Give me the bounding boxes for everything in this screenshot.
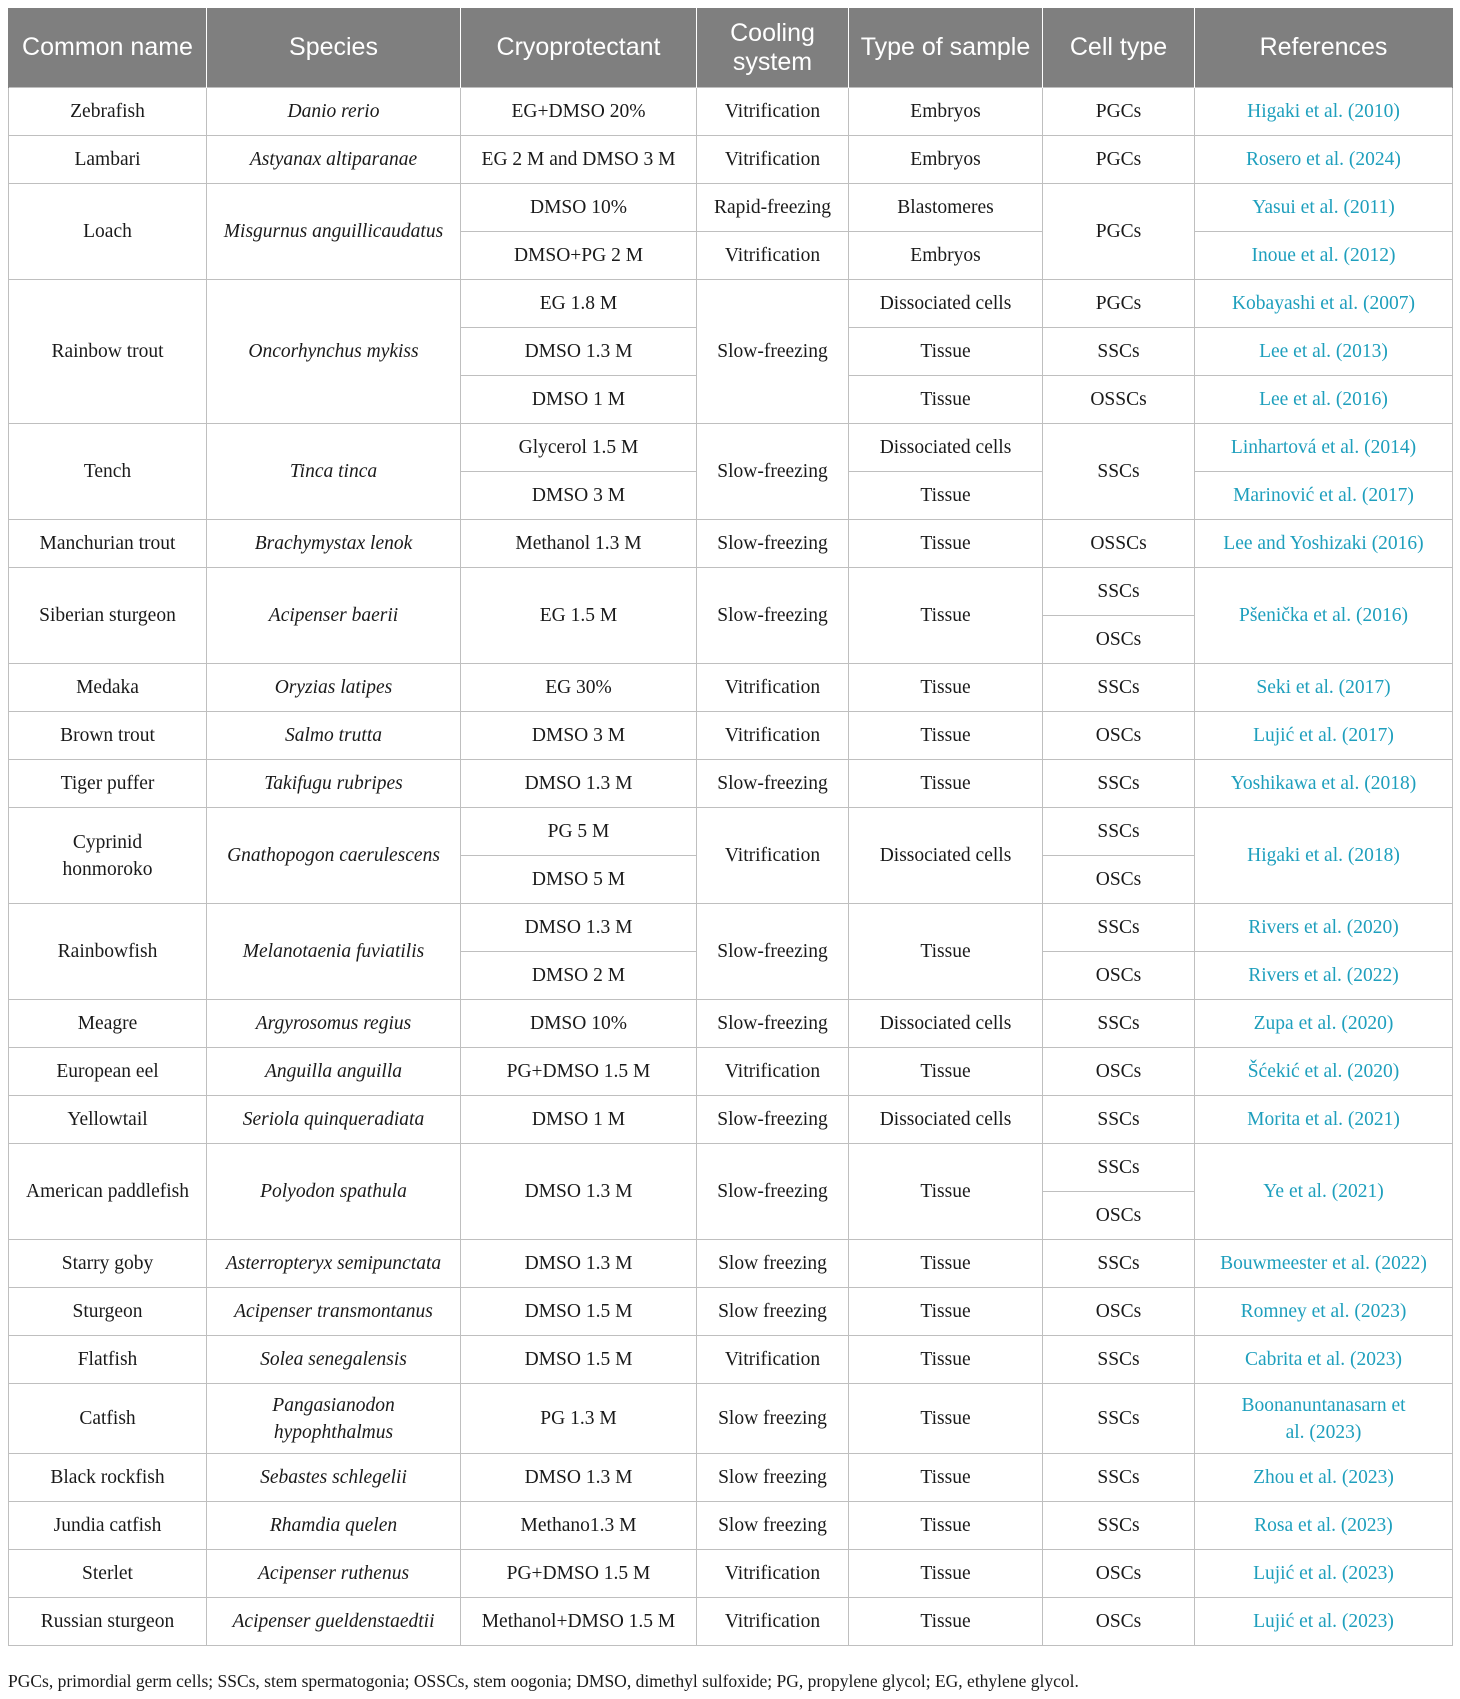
reference-link[interactable]: Yasui et al. (2011) bbox=[1195, 184, 1453, 232]
cryoprotectant-cell: DMSO 1.3 M bbox=[461, 760, 697, 808]
cryoprotectant-cell: DMSO 10% bbox=[461, 1000, 697, 1048]
cryoprotectant-cell: PG 1.3 M bbox=[461, 1384, 697, 1454]
reference-link[interactable]: Lee et al. (2013) bbox=[1195, 328, 1453, 376]
cell-type-cell: OSCs bbox=[1043, 856, 1195, 904]
cryoprotectant-cell: PG+DMSO 1.5 M bbox=[461, 1048, 697, 1096]
reference-link[interactable]: Lee et al. (2016) bbox=[1195, 376, 1453, 424]
cell-type-cell: SSCs bbox=[1043, 424, 1195, 520]
cell-type-cell: PGCs bbox=[1043, 88, 1195, 136]
cryoprotectant-cell: DMSO 1 M bbox=[461, 376, 697, 424]
cryoprotectant-cell: DMSO 10% bbox=[461, 184, 697, 232]
cooling-system-cell: Slow-freezing bbox=[697, 1000, 849, 1048]
cell-type-cell: SSCs bbox=[1043, 904, 1195, 952]
cryoprotectant-cell: DMSO+PG 2 M bbox=[461, 232, 697, 280]
common-name-cell: American paddlefish bbox=[9, 1144, 207, 1240]
sample-type-cell: Embryos bbox=[849, 88, 1043, 136]
species-cell: Anguilla anguilla bbox=[207, 1048, 461, 1096]
cooling-system-cell: Slow freezing bbox=[697, 1502, 849, 1550]
table-row bbox=[9, 424, 1453, 472]
common-name-cell: Meagre bbox=[9, 1000, 207, 1048]
common-name-cell: Flatfish bbox=[9, 1336, 207, 1384]
cell-type-cell: SSCs bbox=[1043, 1502, 1195, 1550]
cooling-system-cell: Slow-freezing bbox=[697, 904, 849, 1000]
cryoprotectant-cell: PG 5 M bbox=[461, 808, 697, 856]
sample-type-cell: Tissue bbox=[849, 1144, 1043, 1240]
sample-type-cell: Tissue bbox=[849, 1502, 1043, 1550]
cooling-system-cell: Vitrification bbox=[697, 1048, 849, 1096]
species-cell: Brachymystax lenok bbox=[207, 520, 461, 568]
species-cell: Sebastes schlegelii bbox=[207, 1454, 461, 1502]
reference-link[interactable]: Yoshikawa et al. (2018) bbox=[1195, 760, 1453, 808]
reference-link[interactable]: Lee and Yoshizaki (2016) bbox=[1195, 520, 1453, 568]
sample-type-cell: Embryos bbox=[849, 136, 1043, 184]
cell-type-cell: OSCs bbox=[1043, 1288, 1195, 1336]
common-name-cell: Cyprinid honmoroko bbox=[9, 808, 207, 904]
sample-type-cell: Tissue bbox=[849, 472, 1043, 520]
species-cell: Oryzias latipes bbox=[207, 664, 461, 712]
reference-link[interactable]: Lujić et al. (2023) bbox=[1195, 1598, 1453, 1646]
table-row bbox=[9, 184, 1453, 232]
reference-link[interactable]: Pšenička et al. (2016) bbox=[1195, 568, 1453, 664]
cell-type-cell: OSCs bbox=[1043, 616, 1195, 664]
sample-type-cell: Tissue bbox=[849, 568, 1043, 664]
reference-link[interactable]: Rosa et al. (2023) bbox=[1195, 1502, 1453, 1550]
cooling-system-cell: Vitrification bbox=[697, 1336, 849, 1384]
table-row bbox=[9, 280, 1453, 328]
sample-type-cell: Tissue bbox=[849, 328, 1043, 376]
sample-type-cell: Embryos bbox=[849, 232, 1043, 280]
species-cell: Seriola quinqueradiata bbox=[207, 1096, 461, 1144]
cryoprotectant-cell: Methano1.3 M bbox=[461, 1502, 697, 1550]
table-row bbox=[9, 808, 1453, 856]
reference-link[interactable]: Higaki et al. (2010) bbox=[1195, 88, 1453, 136]
cooling-system-cell: Slow-freezing bbox=[697, 760, 849, 808]
table-row bbox=[9, 1288, 1453, 1336]
reference-link[interactable]: Boonanuntanasarn et al. (2023) bbox=[1195, 1384, 1453, 1454]
cooling-system-cell: Vitrification bbox=[697, 232, 849, 280]
sample-type-cell: Tissue bbox=[849, 664, 1043, 712]
sample-type-cell: Tissue bbox=[849, 1240, 1043, 1288]
sample-type-cell: Tissue bbox=[849, 712, 1043, 760]
cell-type-cell: SSCs bbox=[1043, 664, 1195, 712]
table-row bbox=[9, 1550, 1453, 1598]
cryoprotectant-cell: DMSO 1.3 M bbox=[461, 328, 697, 376]
reference-link[interactable]: Marinović et al. (2017) bbox=[1195, 472, 1453, 520]
reference-link[interactable]: Inoue et al. (2012) bbox=[1195, 232, 1453, 280]
cell-type-cell: OSCs bbox=[1043, 1048, 1195, 1096]
table-row bbox=[9, 1384, 1453, 1454]
cell-type-cell: OSCs bbox=[1043, 712, 1195, 760]
sample-type-cell: Dissociated cells bbox=[849, 808, 1043, 904]
species-cell: Pangasianodon hypophthalmus bbox=[207, 1384, 461, 1454]
cell-type-cell: SSCs bbox=[1043, 1000, 1195, 1048]
table-row bbox=[9, 520, 1453, 568]
sample-type-cell: Tissue bbox=[849, 1336, 1043, 1384]
sample-type-cell: Dissociated cells bbox=[849, 1000, 1043, 1048]
species-cell: Takifugu rubripes bbox=[207, 760, 461, 808]
cryopreservation-table-container bbox=[8, 8, 1452, 1646]
reference-link[interactable]: Kobayashi et al. (2007) bbox=[1195, 280, 1453, 328]
species-cell: Polyodon spathula bbox=[207, 1144, 461, 1240]
sample-type-cell: Tissue bbox=[849, 520, 1043, 568]
cryoprotectant-cell: EG 2 M and DMSO 3 M bbox=[461, 136, 697, 184]
species-cell: Acipenser transmontanus bbox=[207, 1288, 461, 1336]
reference-link[interactable]: Rivers et al. (2020) bbox=[1195, 904, 1453, 952]
species-cell: Acipenser baerii bbox=[207, 568, 461, 664]
table-row bbox=[9, 568, 1453, 616]
table-row bbox=[9, 1502, 1453, 1550]
table-row bbox=[9, 88, 1453, 136]
table-row bbox=[9, 1454, 1453, 1502]
common-name-cell: Russian sturgeon bbox=[9, 1598, 207, 1646]
common-name-cell: Medaka bbox=[9, 664, 207, 712]
sample-type-cell: Dissociated cells bbox=[849, 1096, 1043, 1144]
sample-type-cell: Tissue bbox=[849, 1048, 1043, 1096]
cryoprotectant-cell: DMSO 1.3 M bbox=[461, 1144, 697, 1240]
reference-link[interactable]: Morita et al. (2021) bbox=[1195, 1096, 1453, 1144]
common-name-cell: Tench bbox=[9, 424, 207, 520]
species-cell: Danio rerio bbox=[207, 88, 461, 136]
cell-type-cell: SSCs bbox=[1043, 1384, 1195, 1454]
cell-type-cell: OSCs bbox=[1043, 1550, 1195, 1598]
cooling-system-cell: Vitrification bbox=[697, 808, 849, 904]
cell-type-cell: SSCs bbox=[1043, 760, 1195, 808]
species-cell: Acipenser gueldenstaedtii bbox=[207, 1598, 461, 1646]
cooling-system-cell: Slow-freezing bbox=[697, 424, 849, 520]
cooling-system-cell: Slow-freezing bbox=[697, 280, 849, 424]
species-cell: Melanotaenia fuviatilis bbox=[207, 904, 461, 1000]
common-name-cell: Black rockfish bbox=[9, 1454, 207, 1502]
common-name-cell: Zebrafish bbox=[9, 88, 207, 136]
cooling-system-cell: Slow freezing bbox=[697, 1384, 849, 1454]
cryoprotectant-cell: DMSO 1.3 M bbox=[461, 1454, 697, 1502]
column-header-cryoprotectant: Cryoprotectant bbox=[461, 8, 697, 88]
cryoprotectant-cell: DMSO 3 M bbox=[461, 712, 697, 760]
cell-type-cell: SSCs bbox=[1043, 568, 1195, 616]
cooling-system-cell: Vitrification bbox=[697, 712, 849, 760]
cooling-system-cell: Vitrification bbox=[697, 664, 849, 712]
column-header-cell-type: Cell type bbox=[1043, 8, 1195, 88]
cooling-system-cell: Slow-freezing bbox=[697, 1096, 849, 1144]
column-header-type-of-sample: Type of sample bbox=[849, 8, 1043, 88]
table-row bbox=[9, 1598, 1453, 1646]
sample-type-cell: Dissociated cells bbox=[849, 424, 1043, 472]
species-cell: Oncorhynchus mykiss bbox=[207, 280, 461, 424]
sample-type-cell: Tissue bbox=[849, 760, 1043, 808]
table-row bbox=[9, 1048, 1453, 1096]
common-name-cell: Brown trout bbox=[9, 712, 207, 760]
column-header-species: Species bbox=[207, 8, 461, 88]
species-cell: Rhamdia quelen bbox=[207, 1502, 461, 1550]
sample-type-cell: Tissue bbox=[849, 1454, 1043, 1502]
reference-link[interactable]: Ye et al. (2021) bbox=[1195, 1144, 1453, 1240]
common-name-cell: Yellowtail bbox=[9, 1096, 207, 1144]
cryoprotectant-cell: PG+DMSO 1.5 M bbox=[461, 1550, 697, 1598]
common-name-cell: Jundia catfish bbox=[9, 1502, 207, 1550]
cell-type-cell: PGCs bbox=[1043, 280, 1195, 328]
cryoprotectant-cell: DMSO 1.3 M bbox=[461, 904, 697, 952]
cell-type-cell: PGCs bbox=[1043, 184, 1195, 280]
common-name-cell: Rainbow trout bbox=[9, 280, 207, 424]
sample-type-cell: Tissue bbox=[849, 1550, 1043, 1598]
reference-link[interactable]: Šćekić et al. (2020) bbox=[1195, 1048, 1453, 1096]
reference-link[interactable]: Lujić et al. (2023) bbox=[1195, 1550, 1453, 1598]
table-row bbox=[9, 904, 1453, 952]
table-row bbox=[9, 1096, 1453, 1144]
cooling-system-cell: Vitrification bbox=[697, 1598, 849, 1646]
table-row bbox=[9, 1144, 1453, 1192]
common-name-cell: Manchurian trout bbox=[9, 520, 207, 568]
reference-link[interactable]: Linhartová et al. (2014) bbox=[1195, 424, 1453, 472]
common-name-cell: Siberian sturgeon bbox=[9, 568, 207, 664]
cell-type-cell: OSCs bbox=[1043, 952, 1195, 1000]
reference-link[interactable]: Rosero et al. (2024) bbox=[1195, 136, 1453, 184]
table-row bbox=[9, 1336, 1453, 1384]
sample-type-cell: Tissue bbox=[849, 1288, 1043, 1336]
species-cell: Solea senegalensis bbox=[207, 1336, 461, 1384]
table-row bbox=[9, 136, 1453, 184]
table-row bbox=[9, 712, 1453, 760]
table-row bbox=[9, 760, 1453, 808]
species-cell: Argyrosomus regius bbox=[207, 1000, 461, 1048]
cell-type-cell: OSSCs bbox=[1043, 520, 1195, 568]
cryoprotectant-cell: EG 1.8 M bbox=[461, 280, 697, 328]
common-name-cell: Rainbowfish bbox=[9, 904, 207, 1000]
reference-link[interactable]: Zhou et al. (2023) bbox=[1195, 1454, 1453, 1502]
cryoprotectant-cell: Methanol 1.3 M bbox=[461, 520, 697, 568]
sample-type-cell: Blastomeres bbox=[849, 184, 1043, 232]
common-name-cell: Loach bbox=[9, 184, 207, 280]
sample-type-cell: Dissociated cells bbox=[849, 280, 1043, 328]
cooling-system-cell: Rapid-freezing bbox=[697, 184, 849, 232]
cooling-system-cell: Slow-freezing bbox=[697, 568, 849, 664]
cryoprotectant-cell: DMSO 1.5 M bbox=[461, 1336, 697, 1384]
cryoprotectant-cell: Methanol+DMSO 1.5 M bbox=[461, 1598, 697, 1646]
species-cell: Astyanax altiparanae bbox=[207, 136, 461, 184]
cell-type-cell: SSCs bbox=[1043, 1144, 1195, 1192]
cooling-system-cell: Vitrification bbox=[697, 136, 849, 184]
cryoprotectant-cell: DMSO 1.3 M bbox=[461, 1240, 697, 1288]
common-name-cell: Lambari bbox=[9, 136, 207, 184]
table-row bbox=[9, 1000, 1453, 1048]
cooling-system-cell: Slow freezing bbox=[697, 1240, 849, 1288]
reference-link[interactable]: Lujić et al. (2017) bbox=[1195, 712, 1453, 760]
cell-type-cell: SSCs bbox=[1043, 328, 1195, 376]
table-row bbox=[9, 1240, 1453, 1288]
cryoprotectant-cell: DMSO 1 M bbox=[461, 1096, 697, 1144]
column-header-common-name: Common name bbox=[9, 8, 207, 88]
sample-type-cell: Tissue bbox=[849, 376, 1043, 424]
cell-type-cell: SSCs bbox=[1043, 1336, 1195, 1384]
sample-type-cell: Tissue bbox=[849, 1384, 1043, 1454]
cryoprotectant-cell: DMSO 3 M bbox=[461, 472, 697, 520]
species-cell: Asterropteryx semipunctata bbox=[207, 1240, 461, 1288]
cryoprotectant-cell: DMSO 5 M bbox=[461, 856, 697, 904]
table-footnote: PGCs, primordial germ cells; SSCs, stem spermatogonia; OSSCs, stem oogonia; DMSO, dimethyl sulfoxide; PG, propylene glycol; EG, ethylene glycol. bbox=[8, 1671, 1079, 1691]
cooling-system-cell: Slow-freezing bbox=[697, 1144, 849, 1240]
cooling-system-cell: Slow freezing bbox=[697, 1454, 849, 1502]
reference-link[interactable]: Cabrita et al. (2023) bbox=[1195, 1336, 1453, 1384]
reference-link[interactable]: Seki et al. (2017) bbox=[1195, 664, 1453, 712]
header-row bbox=[9, 8, 1453, 88]
species-cell: Salmo trutta bbox=[207, 712, 461, 760]
column-header-references: References bbox=[1195, 8, 1453, 88]
cell-type-cell: SSCs bbox=[1043, 1454, 1195, 1502]
common-name-cell: Starry goby bbox=[9, 1240, 207, 1288]
sample-type-cell: Tissue bbox=[849, 904, 1043, 1000]
cryoprotectant-cell: Glycerol 1.5 M bbox=[461, 424, 697, 472]
cooling-system-cell: Slow-freezing bbox=[697, 520, 849, 568]
cell-type-cell: OSSCs bbox=[1043, 376, 1195, 424]
cell-type-cell: OSCs bbox=[1043, 1598, 1195, 1646]
reference-link[interactable]: Higaki et al. (2018) bbox=[1195, 808, 1453, 904]
species-cell: Misgurnus anguillicaudatus bbox=[207, 184, 461, 280]
cryoprotectant-cell: EG+DMSO 20% bbox=[461, 88, 697, 136]
species-cell: Acipenser ruthenus bbox=[207, 1550, 461, 1598]
reference-link[interactable]: Romney et al. (2023) bbox=[1195, 1288, 1453, 1336]
cryoprotectant-cell: EG 1.5 M bbox=[461, 568, 697, 664]
cooling-system-cell: Vitrification bbox=[697, 88, 849, 136]
reference-link[interactable]: Rivers et al. (2022) bbox=[1195, 952, 1453, 1000]
common-name-cell: Sturgeon bbox=[9, 1288, 207, 1336]
cryoprotectant-cell: EG 30% bbox=[461, 664, 697, 712]
common-name-cell: European eel bbox=[9, 1048, 207, 1096]
cell-type-cell: SSCs bbox=[1043, 808, 1195, 856]
reference-link[interactable]: Zupa et al. (2020) bbox=[1195, 1000, 1453, 1048]
cryoprotectant-cell: DMSO 2 M bbox=[461, 952, 697, 1000]
reference-link[interactable]: Bouwmeester et al. (2022) bbox=[1195, 1240, 1453, 1288]
species-cell: Tinca tinca bbox=[207, 424, 461, 520]
cryoprotectant-cell: DMSO 1.5 M bbox=[461, 1288, 697, 1336]
sample-type-cell: Tissue bbox=[849, 1598, 1043, 1646]
cooling-system-cell: Vitrification bbox=[697, 1550, 849, 1598]
cooling-system-cell: Slow freezing bbox=[697, 1288, 849, 1336]
cryopreservation-table bbox=[8, 8, 1453, 1646]
table-row bbox=[9, 664, 1453, 712]
common-name-cell: Tiger puffer bbox=[9, 760, 207, 808]
column-header-cooling-system: Cooling system bbox=[697, 8, 849, 88]
cell-type-cell: SSCs bbox=[1043, 1240, 1195, 1288]
species-cell: Gnathopogon caerulescens bbox=[207, 808, 461, 904]
cell-type-cell: PGCs bbox=[1043, 136, 1195, 184]
common-name-cell: Catfish bbox=[9, 1384, 207, 1454]
common-name-cell: Sterlet bbox=[9, 1550, 207, 1598]
cell-type-cell: OSCs bbox=[1043, 1192, 1195, 1240]
cell-type-cell: SSCs bbox=[1043, 1096, 1195, 1144]
